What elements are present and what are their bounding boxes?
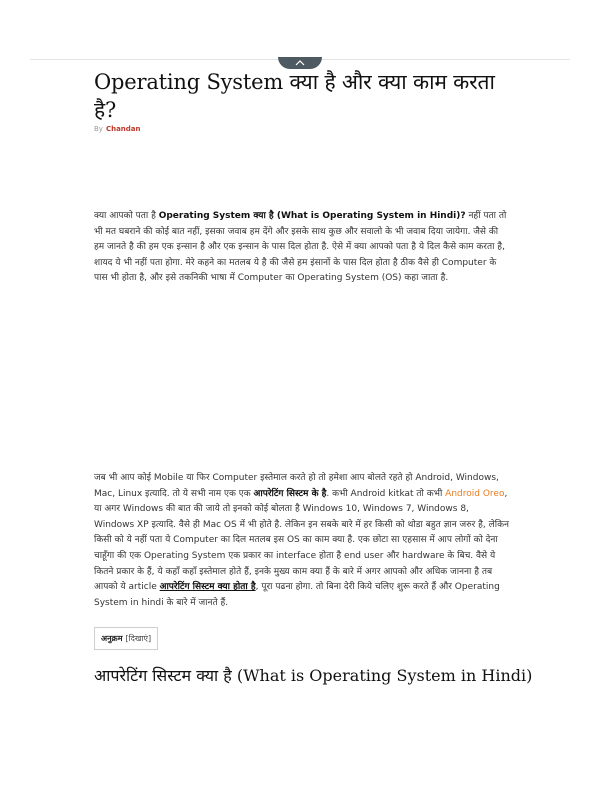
toc-toggle-link[interactable]: [दिखाएं] (125, 634, 152, 643)
p1-rest: नहीं पता तो भी मत घबराने की कोई बात नहीं, इसका जवाब हम देंगे और इसके साथ कुछ और सवालो के भी जवाब दिया जायेगा. जैसे की हम जानते है की हम एक इन्सान है और एक इन्सान के पास दिल होता है. ऐसे में क्या आपको पता है ये दिल कैसे काम करता है, शायद ये भी नहीं पता होगा. मेरे कहने का मतलब ये है की जैसे हम इंसानों के पास दिल होता है ठीक वैसे ही Computer के पास भी होता है, और इसे तकनिकी भाषा में Computer का Operating System (OS) कहा जाता है. (94, 211, 507, 284)
second-paragraph (94, 471, 510, 611)
intro-paragraph (94, 209, 510, 287)
p1-intro: क्या आपको पता है (94, 211, 159, 221)
chevron-up-icon (295, 60, 305, 66)
byline-prefix: By (94, 125, 103, 133)
p2-part3: , या अगर Windows की बात की जाये तो इनको कोई बोलता है Windows 10, Windows 7, Windows 8, Windows XP इत्यादि. वैसे ही Mac OS में भी होते है. लेकिन इन सबके बारे में हर किसी को थोडा बहुत ज्ञान जरुर है, लेकिन किसी को ये नहीं पता ये Computer का दिल मतलब इस OS का काम क्या है. एक छोटा सा एहसास में आप लोगों को देना चाहूँगा की एक Operating System एक प्रकार का interface होता है end user और hardware के बिच. वैसे ये कितने प्रकार के हैं, ये कहाँ कहाँ इस्तेमाल होते हैं, इनके मुख्य काम क्या हैं के बारे में अगर आपको और अधिक जानना है तब आपको ये article (94, 488, 509, 593)
p2-part4: , पूरा पढना होगा. तो बिना देरी किये चलिए शुरू करते हैं और Operating System in hindi के बारे में जानते हैं. (94, 582, 500, 608)
article-title: Operating System क्या है और क्या काम करता है? (94, 70, 495, 122)
operating-system-article-link[interactable]: आपरेटिंग सिस्टम क्या होता है (159, 582, 256, 593)
author-link[interactable]: Chandan (105, 125, 141, 133)
p2-part2: . कभी Android kitkat तो कभी (326, 488, 446, 499)
article (94, 68, 533, 685)
p2-bold1: आपरेटिंग सिस्टम के है (253, 488, 327, 499)
p1-bold: Operating System क्या है (What is Operating System in Hindi)? (158, 211, 466, 221)
android-oreo-link[interactable]: Android Oreo (445, 488, 505, 499)
table-of-contents (94, 627, 158, 650)
toc-label: अनुक्रम (101, 634, 123, 643)
byline (94, 125, 510, 133)
section-heading: आपरेटिंग सिस्टम क्या है (What is Operating System in Hindi) (94, 666, 533, 685)
p2-part1: जब भी आप कोई Mobile या फिर Computer इस्तेमाल करते हो तो हमेशा आप बोलते रहते हो Android, Windows, Mac, Linux इत्यादि. तो ये सभी नाम एक एक (94, 473, 499, 499)
